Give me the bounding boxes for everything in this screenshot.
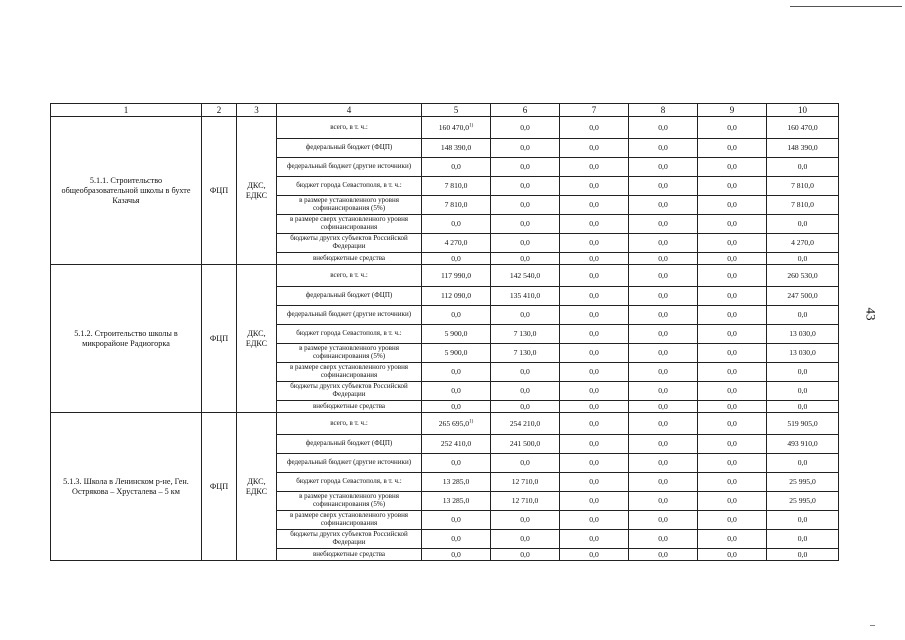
funding-source: внебюджетные средства [277,253,422,265]
cell-col-5 [422,454,491,473]
cell-col-5 [422,401,491,413]
cell-col-10: 0,0 [767,215,839,234]
cell-col-7: 0,0 [560,215,629,234]
cell-col-6: 7 130,0 [491,344,560,363]
cell-col-5 [422,234,491,253]
funding-source: федеральный бюджет (ФЦП) [277,287,422,306]
top-rule [790,6,902,7]
cell-col-7: 0,0 [560,435,629,454]
cell-col-9: 0,0 [698,117,767,139]
cell-col-6: 7 130,0 [491,325,560,344]
cell-col-10: 0,0 [767,306,839,325]
cell-col-6: 0,0 [491,215,560,234]
column-header-6: 6 [491,104,560,117]
cell-value: 265 695,0 [438,418,470,428]
cell-col-9: 0,0 [698,511,767,530]
cell-col-6: 0,0 [491,177,560,196]
cell-col-8: 0,0 [629,139,698,158]
cell-col-9: 0,0 [698,344,767,363]
cell-col-10: 0,0 [767,454,839,473]
cell-col-5 [422,382,491,401]
cell-col-6: 0,0 [491,139,560,158]
cell-col-6: 0,0 [491,382,560,401]
cell-col-8: 0,0 [629,265,698,287]
budget-table [50,103,839,561]
cell-col-5 [422,253,491,265]
cell-value: 0,0 [451,219,461,228]
cell-col-8: 0,0 [629,382,698,401]
cell-col-5 [422,344,491,363]
cell-col-10: 13 030,0 [767,344,839,363]
cell-col-10: 7 810,0 [767,177,839,196]
column-header-5: 5 [422,104,491,117]
cell-col-8: 0,0 [629,253,698,265]
cell-value: 5 900,0 [444,348,468,357]
cell-value: 0,0 [451,162,461,171]
cell-col-8: 0,0 [629,158,698,177]
cell-col-8: 0,0 [629,215,698,234]
cell-col-10: 25 995,0 [767,473,839,492]
header-row [51,104,839,117]
cell-col-8: 0,0 [629,435,698,454]
cell-col-8: 0,0 [629,413,698,435]
funding-source: в размере сверх установленного уровня софинансирования [277,215,422,234]
cell-col-6: 0,0 [491,117,560,139]
cell-value: 160 470,0 [438,122,470,132]
funding-source: бюджет города Севастополя, в т. ч.: [277,177,422,196]
cell-col-6: 0,0 [491,158,560,177]
table-row [51,413,839,435]
column-header-4: 4 [277,104,422,117]
cell-col-10: 0,0 [767,382,839,401]
cell-value: 7 810,0 [444,181,468,190]
cell-value: 4 270,0 [444,238,468,247]
funding-source: федеральный бюджет (другие источники) [277,454,422,473]
column-header-3: 3 [237,104,277,117]
cell-col-5 [422,435,491,454]
cell-col-9: 0,0 [698,492,767,511]
program-code: ФЦП [202,413,237,561]
cell-col-6: 12 710,0 [491,492,560,511]
cell-col-7: 0,0 [560,234,629,253]
cell-col-6: 135 410,0 [491,287,560,306]
cell-col-5 [422,196,491,215]
cell-col-5 [422,325,491,344]
cell-col-8: 0,0 [629,454,698,473]
funding-source: внебюджетные средства [277,549,422,561]
cell-col-9: 0,0 [698,158,767,177]
cell-col-7: 0,0 [560,158,629,177]
cell-col-9: 0,0 [698,401,767,413]
cell-col-9: 0,0 [698,287,767,306]
cell-col-6: 0,0 [491,363,560,382]
cell-value: 0,0 [451,549,461,559]
cell-col-9: 0,0 [698,234,767,253]
footnote-marker: 1) [469,122,474,128]
executor-code: ДКС, ЕДКС [237,117,277,265]
cell-col-10: 0,0 [767,511,839,530]
corner-mark: – [870,620,875,631]
cell-value: 0,0 [451,515,461,524]
cell-col-10: 7 810,0 [767,196,839,215]
cell-col-8: 0,0 [629,306,698,325]
cell-col-6: 0,0 [491,196,560,215]
cell-value: 7 810,0 [444,200,468,209]
cell-col-5 [422,492,491,511]
cell-col-5 [422,117,491,139]
cell-col-7: 0,0 [560,265,629,287]
cell-col-8: 0,0 [629,177,698,196]
cell-col-6: 0,0 [491,306,560,325]
cell-col-7: 0,0 [560,253,629,265]
cell-col-5 [422,511,491,530]
cell-col-10: 160 470,0 [767,117,839,139]
cell-col-7: 0,0 [560,325,629,344]
cell-col-8: 0,0 [629,473,698,492]
cell-col-8: 0,0 [629,401,698,413]
cell-value: 0,0 [451,534,461,543]
cell-col-9: 0,0 [698,530,767,549]
cell-col-10: 0,0 [767,530,839,549]
cell-value: 148 390,0 [440,143,472,152]
cell-col-7: 0,0 [560,196,629,215]
cell-col-10: 0,0 [767,158,839,177]
item-name: 5.1.3. Школа в Ленинском р-не, Ген. Острякова – Хрусталева – 5 км [51,413,202,561]
cell-col-6: 0,0 [491,549,560,561]
funding-source: бюджеты других субъектов Российской Федерации [277,382,422,401]
cell-col-10: 0,0 [767,363,839,382]
cell-col-10: 519 905,0 [767,413,839,435]
cell-col-5 [422,473,491,492]
cell-col-8: 0,0 [629,530,698,549]
cell-col-7: 0,0 [560,473,629,492]
cell-col-8: 0,0 [629,363,698,382]
column-header-1: 1 [51,104,202,117]
cell-value: 252 410,0 [440,439,472,448]
cell-col-10: 0,0 [767,401,839,413]
funding-source: федеральный бюджет (другие источники) [277,158,422,177]
cell-col-9: 0,0 [698,413,767,435]
cell-col-7: 0,0 [560,413,629,435]
program-code: ФЦП [202,117,237,265]
funding-source: в размере сверх установленного уровня софинансирования [277,363,422,382]
column-header-7: 7 [560,104,629,117]
funding-source: всего, в т. ч.: [277,117,422,139]
funding-source: в размере установленного уровня софинансирования (5%) [277,196,422,215]
cell-col-8: 0,0 [629,325,698,344]
executor-code: ДКС, ЕДКС [237,413,277,561]
funding-source: бюджеты других субъектов Российской Федерации [277,234,422,253]
cell-col-7: 0,0 [560,492,629,511]
cell-col-9: 0,0 [698,265,767,287]
cell-col-9: 0,0 [698,435,767,454]
cell-col-5 [422,413,491,435]
cell-col-6: 0,0 [491,530,560,549]
cell-col-6: 0,0 [491,234,560,253]
cell-col-10: 260 530,0 [767,265,839,287]
cell-col-8: 0,0 [629,492,698,511]
cell-col-5 [422,549,491,561]
cell-col-10: 493 910,0 [767,435,839,454]
cell-value: 0,0 [451,310,461,319]
cell-col-9: 0,0 [698,325,767,344]
cell-col-6: 0,0 [491,401,560,413]
cell-col-9: 0,0 [698,382,767,401]
executor-code: ДКС, ЕДКС [237,265,277,413]
cell-value: 0,0 [451,386,461,395]
cell-col-6: 0,0 [491,454,560,473]
cell-col-5 [422,158,491,177]
cell-col-6: 12 710,0 [491,473,560,492]
funding-source: бюджеты других субъектов Российской Федерации [277,530,422,549]
cell-col-9: 0,0 [698,306,767,325]
column-header-8: 8 [629,104,698,117]
funding-source: всего, в т. ч.: [277,413,422,435]
table-row [51,117,839,139]
cell-col-9: 0,0 [698,139,767,158]
funding-source: федеральный бюджет (другие источники) [277,306,422,325]
cell-col-6: 254 210,0 [491,413,560,435]
cell-col-6: 241 500,0 [491,435,560,454]
cell-col-9: 0,0 [698,454,767,473]
cell-col-9: 0,0 [698,196,767,215]
cell-col-8: 0,0 [629,117,698,139]
cell-value: 0,0 [451,367,461,376]
cell-col-9: 0,0 [698,215,767,234]
cell-col-9: 0,0 [698,549,767,561]
funding-source: бюджет города Севастополя, в т. ч.: [277,473,422,492]
cell-col-6: 0,0 [491,511,560,530]
cell-value: 5 900,0 [444,329,468,338]
cell-value: 112 090,0 [440,291,472,300]
cell-value: 13 285,0 [442,477,470,486]
cell-col-7: 0,0 [560,382,629,401]
cell-col-6: 0,0 [491,253,560,265]
item-name: 5.1.2. Строительство школы в микрорайоне Радиогорка [51,265,202,413]
cell-col-7: 0,0 [560,454,629,473]
funding-source: в размере сверх установленного уровня софинансирования [277,511,422,530]
cell-col-5 [422,530,491,549]
cell-col-6: 142 540,0 [491,265,560,287]
column-header-10: 10 [767,104,839,117]
cell-col-8: 0,0 [629,549,698,561]
cell-col-7: 0,0 [560,139,629,158]
cell-col-7: 0,0 [560,306,629,325]
funding-source: всего, в т. ч.: [277,265,422,287]
cell-col-7: 0,0 [560,530,629,549]
funding-source: федеральный бюджет (ФЦП) [277,139,422,158]
cell-col-7: 0,0 [560,287,629,306]
cell-value: 0,0 [451,253,461,263]
program-code: ФЦП [202,265,237,413]
column-header-2: 2 [202,104,237,117]
cell-col-10: 0,0 [767,549,839,561]
cell-col-5 [422,363,491,382]
cell-col-7: 0,0 [560,549,629,561]
cell-col-10: 148 390,0 [767,139,839,158]
cell-col-10: 25 995,0 [767,492,839,511]
column-header-9: 9 [698,104,767,117]
cell-col-8: 0,0 [629,234,698,253]
cell-col-9: 0,0 [698,363,767,382]
funding-source: в размере установленного уровня софинансирования (5%) [277,344,422,363]
funding-source: в размере установленного уровня софинансирования (5%) [277,492,422,511]
cell-col-10: 13 030,0 [767,325,839,344]
footnote-marker: 1) [469,418,474,424]
item-name: 5.1.1. Строительство общеобразовательной школы в бухте Казачья [51,117,202,265]
cell-value: 0,0 [451,401,461,411]
cell-col-5 [422,287,491,306]
cell-col-10: 4 270,0 [767,234,839,253]
funding-source: внебюджетные средства [277,401,422,413]
cell-col-5 [422,139,491,158]
cell-col-8: 0,0 [629,511,698,530]
cell-col-10: 0,0 [767,253,839,265]
cell-col-7: 0,0 [560,363,629,382]
cell-value: 13 285,0 [442,496,470,505]
cell-col-7: 0,0 [560,511,629,530]
cell-col-8: 0,0 [629,344,698,363]
page-number: 43 [863,307,879,321]
cell-col-8: 0,0 [629,196,698,215]
cell-col-7: 0,0 [560,177,629,196]
cell-col-8: 0,0 [629,287,698,306]
cell-value: 117 990,0 [440,270,472,280]
cell-col-7: 0,0 [560,344,629,363]
cell-value: 0,0 [451,458,461,467]
cell-col-5 [422,265,491,287]
budget-table-body [51,104,839,561]
cell-col-9: 0,0 [698,177,767,196]
funding-source: бюджет города Севастополя, в т. ч.: [277,325,422,344]
cell-col-10: 247 500,0 [767,287,839,306]
cell-col-5 [422,306,491,325]
table-row [51,265,839,287]
cell-col-9: 0,0 [698,253,767,265]
funding-source: федеральный бюджет (ФЦП) [277,435,422,454]
cell-col-9: 0,0 [698,473,767,492]
cell-col-7: 0,0 [560,117,629,139]
cell-col-5 [422,215,491,234]
cell-col-5 [422,177,491,196]
cell-col-7: 0,0 [560,401,629,413]
